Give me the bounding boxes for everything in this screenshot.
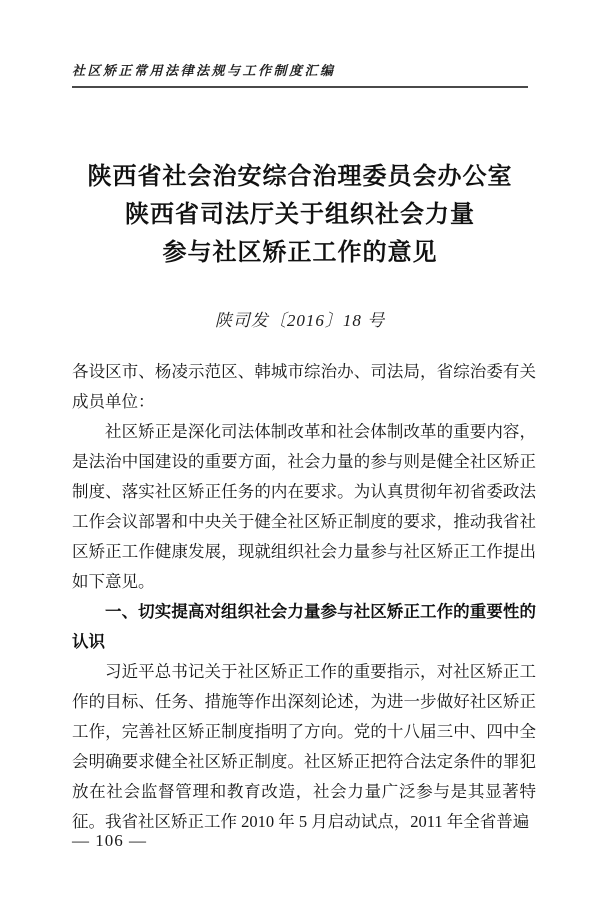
document-title xyxy=(40,158,560,272)
document-title-line-1: 陕西省社会治安综合治理委员会办公室 xyxy=(87,163,513,190)
document-title-line-2: 陕西省司法厅关于组织社会力量 xyxy=(125,201,475,228)
salutation: 各设区市、杨凌示范区、韩城市综治办、司法局，省综治委有关成员单位： xyxy=(72,362,536,411)
running-header xyxy=(72,60,528,88)
header-rule xyxy=(72,86,528,88)
booklet-title: 社区矫正常用法律法规与工作制度汇编 xyxy=(72,63,336,78)
document-title-line-3: 参与社区矫正工作的意见 xyxy=(162,239,438,266)
page-number: — 106 — xyxy=(72,831,147,850)
paragraph-intro: 社区矫正是深化司法体制改革和社会体制改革的重要内容，是法治中国建设的重要方面，社会力量的参与则是健全社区矫正制度、落实社区矫正任务的内在要求。为认真贯彻年初省委政法工作会议部署和中央关于健全社区矫正制度的要求，推动我省社区矫正工作健康发展，现就组织社会力量参与社区矫正工作提出如下意见。 xyxy=(72,422,536,591)
paragraph-section-body: 习近平总书记关于社区矫正工作的重要指示，对社区矫正工作的目标、任务、措施等作出深刻论述，为进一步做好社区矫正工作，完善社区矫正制度指明了方向。党的十八届三中、四中全会明确要求健全社区矫正制度。社区矫正把符合法定条件的罪犯放在社会监督管理和教育改造，社会力量广泛参与是其显著特征。我省社区矫正工作 2010 年 5 月启动试点，2011 年全省普遍 xyxy=(72,662,536,831)
section-heading: 一、切实提高对组织社会力量参与社区矫正工作的重要性的认识 xyxy=(72,603,536,651)
document-number: 陕司发〔2016〕18 号 xyxy=(214,311,386,330)
document-body xyxy=(72,357,536,837)
